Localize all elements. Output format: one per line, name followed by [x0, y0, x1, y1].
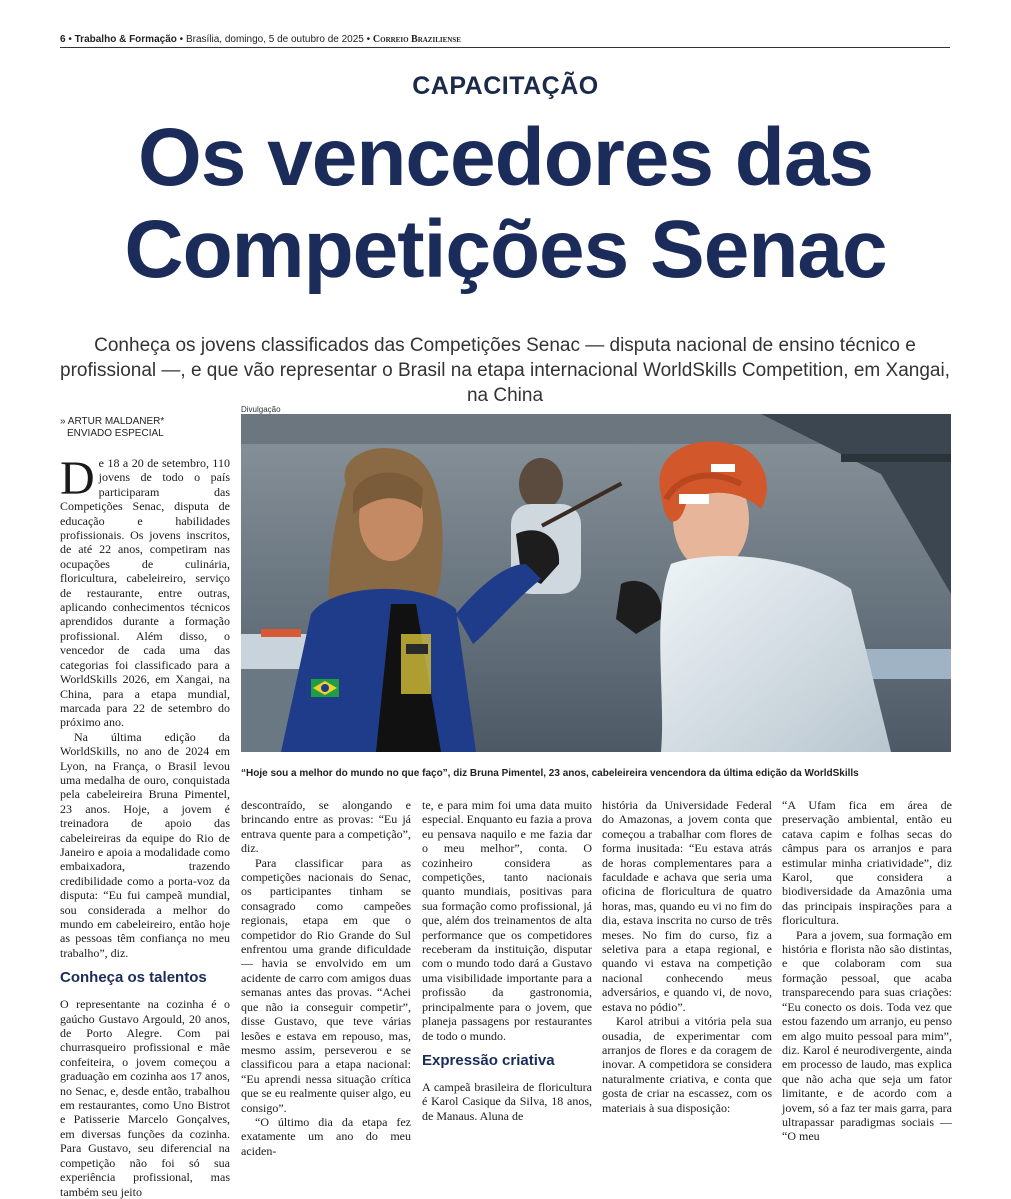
- article-column-5: [782, 798, 952, 1144]
- article-paragraph: te, e para mim foi uma data muito especial. Enquanto eu fazia a prova eu pensava naquilo e me fazia dar o meu melhor”, conta. O cozinheiro considera as competições, tanto nacionais quanto mundiais, positivas para sua formação como profissional, já que, além dos treinamentos de alta performance que os competidores receberam da instituição, disputar com o mundo todo dará a Gustavo uma visibilidade importante para a profissão da gastronomia, principalmente para o jovem, que planeja passagens por restaurantes de todo o mundo.: [422, 798, 592, 1043]
- section-subhead: Conheça os talentos: [60, 969, 207, 987]
- section-subhead: Expressão criativa: [422, 1051, 555, 1069]
- photo-credit: Divulgação: [241, 405, 281, 414]
- section-name: Trabalho & Formação: [74, 34, 177, 45]
- article-column-2: [241, 798, 411, 1158]
- dateline: Brasília, domingo, 5 de outubro de 2025: [185, 34, 364, 45]
- byline-role: ENVIADO ESPECIAL: [67, 428, 164, 439]
- photo-illustration: [241, 414, 951, 752]
- headline: [0, 112, 1011, 296]
- article-paragraph: história da Universidade Federal do Amazonas, a jovem conta que começou a trabalhar com flores de forma inusitada: “Eu estava atrás de horas complementares para a faculdade e achava que seria uma oficina de floricultura de quatro horas, mas, quando eu vi no fim do dia, estava inscrita no curso de três meses. No fim do curso, fiz a seletiva para a etapa regional, e quando vi estava na competição nacional conhecendo meus adversários, e quando vi, de novo, estava no pódio”.: [602, 798, 772, 1014]
- article-column-1: [60, 416, 230, 1199]
- newspaper-name: Correio Braziliense: [372, 34, 461, 45]
- article-photo: [241, 414, 951, 752]
- article-paragraph: De 18 a 20 de setembro, 110 jovens de todo o país participaram das Competições Senac, disputa de educação e habilidades profissionais. Os jovens inscritos, de até 22 anos, competiram nas ocupações de culinária, floricultura, cabeleireiro, serviço de restaurante, entre outras, aplicando conhecimentos técnicos aprendidos durante a formação profissional. Além disso, o vencedor de cada uma das categorias foi classificado para a WorldSkills 2026, em Xangai, na China, para a etapa mundial, marcada para 22 de setembro do próximo ano.: [60, 452, 230, 730]
- article-paragraph: “O último dia da etapa fez exatamente um ano do meu aciden-: [241, 1114, 411, 1158]
- article-column-4: [602, 798, 772, 1115]
- byline-name: » ARTUR MALDANER*: [60, 416, 165, 427]
- deck: Conheça os jovens classificados das Competições Senac — disputa nacional de ensino técnico e profissional —, e que vão representar o Brasil na etapa internacional WorldSkills Competition, em Xangai, na China: [60, 335, 950, 406]
- photo-caption: “Hoje sou a melhor do mundo no que faço”, diz Bruna Pimentel, 23 anos, cabeleireira vencendora da última edição da WorldSkills: [241, 768, 859, 779]
- headline-line-1: Os vencedores das: [137, 112, 874, 203]
- kicker: CAPACITAÇÃO: [412, 72, 599, 100]
- article-paragraph: Para classificar para as competições nacionais do Senac, os participantes tinham se consagrado como campeões regionais, etapa em que o competidor do Rio Grande do Sul enfrentou uma grande dificuldade — havia se envolvido em um acidente de carro com amigos duas semanas antes das provas. “Achei que não ia conseguir competir”, disse Gustavo, que teve várias lesões e estava em repouso, mas, mesmo assim, perseverou e se classificou para a etapa nacional: “Eu aprendi nessa situação crítica que se eu realmente quiser algo, eu consigo”.: [241, 855, 411, 1115]
- article-paragraph: Karol atribui a vitória pela sua ousadia, de experimentar com arranjos de flores e da coragem de inovar. A competidora se considera naturalmente criativa, e conta que gosta de criar na escassez, com os materiais à sua disposição:: [602, 1014, 772, 1115]
- article-paragraph: Na última edição da WorldSkills, no ano de 2024 em Lyon, na França, o Brasil levou uma medalha de ouro, conquistada pela cabeleireira Bruna Pimentel, 23 anos. Hoje, a jovem é treinadora de apoio das cabeleireiras da equipe do Rio de Janeiro e apoia a modalidade como embaixadora, trazendo credibilidade como a porta-voz da disputa: “Eu fui campeã mundial, sou considerada a melhor do mundo em cabeleireiro, então hoje as pessoas têm confiança no meu trabalho”, diz.: [60, 729, 230, 960]
- article-paragraph: O representante na cozinha é o gaúcho Gustavo Argould, 20 anos, de Porto Alegre. Com pai churrasqueiro profissional e mãe confeiteira, o jovem começou a graduação em cozinha aos 17 anos, no Senac, e, desde então, trabalhou em restaurantes, como Uno Bistrot e Patisserie Marcelo Gonçalves, em diversas funções da cozinha. Para Gustavo, seu diferencial na competição não foi só sua experiência profissional, mas também seu jeito: [60, 997, 230, 1199]
- article-paragraph: “A Ufam fica em área de preservação ambiental, então eu catava capim e folhas secas do câmpus para os arranjos e para estimular minha criatividade”, diz Karol, que considera a biodiversidade da Amazônia uma das principais inspirações para a floricultura.: [782, 798, 952, 928]
- article-column-3: [422, 798, 592, 1123]
- page-number: 6: [60, 34, 66, 45]
- article-paragraph: Para a jovem, sua formação em história e florista não são distintas, e que colaboram com sua formação pessoal, que acaba transparecendo para suas criações: “Eu conecto os dois. Toda vez que estou fazendo um arranjo, eu penso em algo muito pessoal para mim”, diz. Karol é neurodivergente, ainda em processo de laudo, mas explica que não acha que seja um fator limitante, e de acordo com a jovem, só a faz ter mais garra, para ultrapassar paradigmas sociais — “O meu: [782, 927, 952, 1144]
- headline-line-2: Competições Senac: [124, 204, 887, 295]
- article-paragraph: A campeã brasileira de floricultura é Karol Casique da Silva, 18 anos, de Manaus. Aluna de: [422, 1079, 592, 1123]
- article-paragraph: descontraído, se alongando e brincando entre as provas: “Eu já entrava quente para a competição”, diz.: [241, 798, 411, 856]
- page-header: 6 • Trabalho & Formação • Brasília, domingo, 5 de outubro de 2025 • Correio Braziliense: [60, 34, 950, 48]
- drop-cap: D: [60, 452, 95, 505]
- byline: [60, 416, 230, 440]
